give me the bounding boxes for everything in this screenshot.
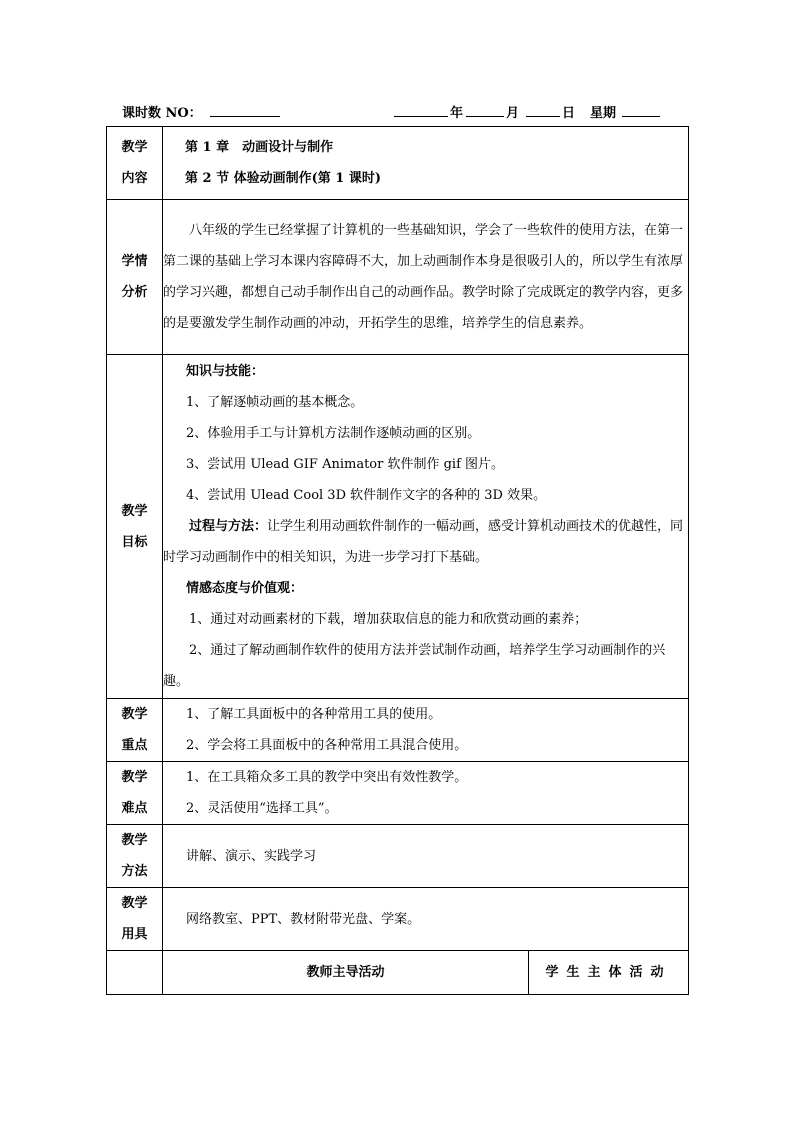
year-blank	[394, 102, 448, 117]
row-label: 教学 方法	[107, 825, 163, 888]
key-point-item: 2、学会将工具面板中的各种常用工具混合使用。	[186, 738, 468, 753]
row-teaching-goals	[107, 355, 689, 699]
lesson-number-blank	[210, 102, 280, 117]
difficulty-item: 1、在工具箱众多工具的教学中突出有效性教学。	[186, 770, 468, 785]
difficulty-item: 2、灵活使用“选择工具”。	[186, 801, 338, 816]
goal-item: 1、了解逐帧动画的基本概念。	[186, 395, 364, 410]
knowledge-title: 知识与技能：	[186, 364, 265, 379]
row-key-points	[107, 699, 689, 762]
student-activity-header: 学生主体活动	[529, 951, 689, 995]
row-difficulties	[107, 762, 689, 825]
day-blank	[526, 102, 560, 117]
row-methods	[107, 825, 689, 888]
goal-item: 3、尝试用 Ulead GIF Animator 软件制作 gif 图片。	[186, 457, 505, 472]
teacher-activity-header: 教师主导活动	[163, 951, 529, 995]
key-point-item: 1、了解工具面板中的各种常用工具的使用。	[186, 707, 442, 722]
student-analysis-cell	[163, 200, 689, 355]
analysis-text: 八年级的学生已经掌握了计算机的一些基础知识，学会了一些软件的使用方法，在第一第二课的基础上学习本课内容障碍不大，加上动画制作本身是很吸引人的，所以学生有浓厚的学习兴趣，都想自己动手制作出自己的动画作品。教学时除了完成既定的教学内容，更多的是要激发学生制作动画的冲动，开拓学生的思维，培养学生的信息素养。	[163, 223, 684, 331]
tools-text: 网络教室、PPT、教材附带光盘、学案。	[186, 911, 421, 927]
difficulties-cell	[163, 762, 689, 825]
month-blank	[466, 102, 504, 117]
emotion-title: 情感态度与价值观：	[186, 581, 304, 596]
row-label: 教学 用具	[107, 888, 163, 951]
activities-label-empty	[107, 951, 163, 995]
row-label: 教学 重点	[107, 699, 163, 762]
section-title: 第 2 节 体验动画制作(第 1 课时)	[185, 171, 382, 186]
day-label: 日	[562, 106, 576, 121]
goal-item: 4、尝试用 Ulead Cool 3D 软件制作文字的各种的 3D 效果。	[186, 488, 547, 503]
methods-text: 讲解、演示、实践学习	[186, 848, 317, 864]
goal-item: 2、体验用手工与计算机方法制作逐帧动画的区别。	[186, 426, 481, 441]
row-teaching-content	[107, 127, 689, 200]
process-text: 让学生利用动画软件制作的一幅动画，感受计算机动画技术的优越性，同时学习动画制作中的相关知识，为进一步学习打下基础。	[163, 519, 684, 565]
chapter-title: 第 1 章 动画设计与制作	[185, 140, 334, 155]
row-student-analysis	[107, 200, 689, 355]
methods-cell	[163, 825, 689, 888]
teaching-goals-cell	[163, 355, 689, 699]
weekday-label: 星期	[590, 106, 617, 121]
row-label: 教学 难点	[107, 762, 163, 825]
row-label: 教学 目标	[107, 355, 163, 699]
goal-item: 2、通过了解动画制作软件的使用方法并尝试制作动画，培养学生学习动画制作的兴趣。	[163, 643, 666, 689]
month-label: 月	[506, 106, 520, 121]
lesson-plan-table	[106, 126, 689, 995]
row-label: 学情 分析	[107, 200, 163, 355]
process-title: 过程与方法：	[189, 519, 268, 534]
lesson-number-label: 课时数 NO：	[122, 106, 202, 121]
process-paragraph	[163, 511, 688, 573]
lesson-header	[122, 102, 667, 122]
goal-item: 1、通过对动画素材的下载，增加获取信息的能力和欣赏动画的素养；	[189, 612, 588, 627]
row-activities-header	[107, 951, 689, 995]
row-tools	[107, 888, 689, 951]
weekday-blank	[622, 102, 660, 117]
year-label: 年	[450, 106, 464, 121]
tools-cell	[163, 888, 689, 951]
row-label: 教学 内容	[107, 127, 163, 200]
key-points-cell	[163, 699, 689, 762]
teaching-content-cell	[163, 127, 689, 200]
